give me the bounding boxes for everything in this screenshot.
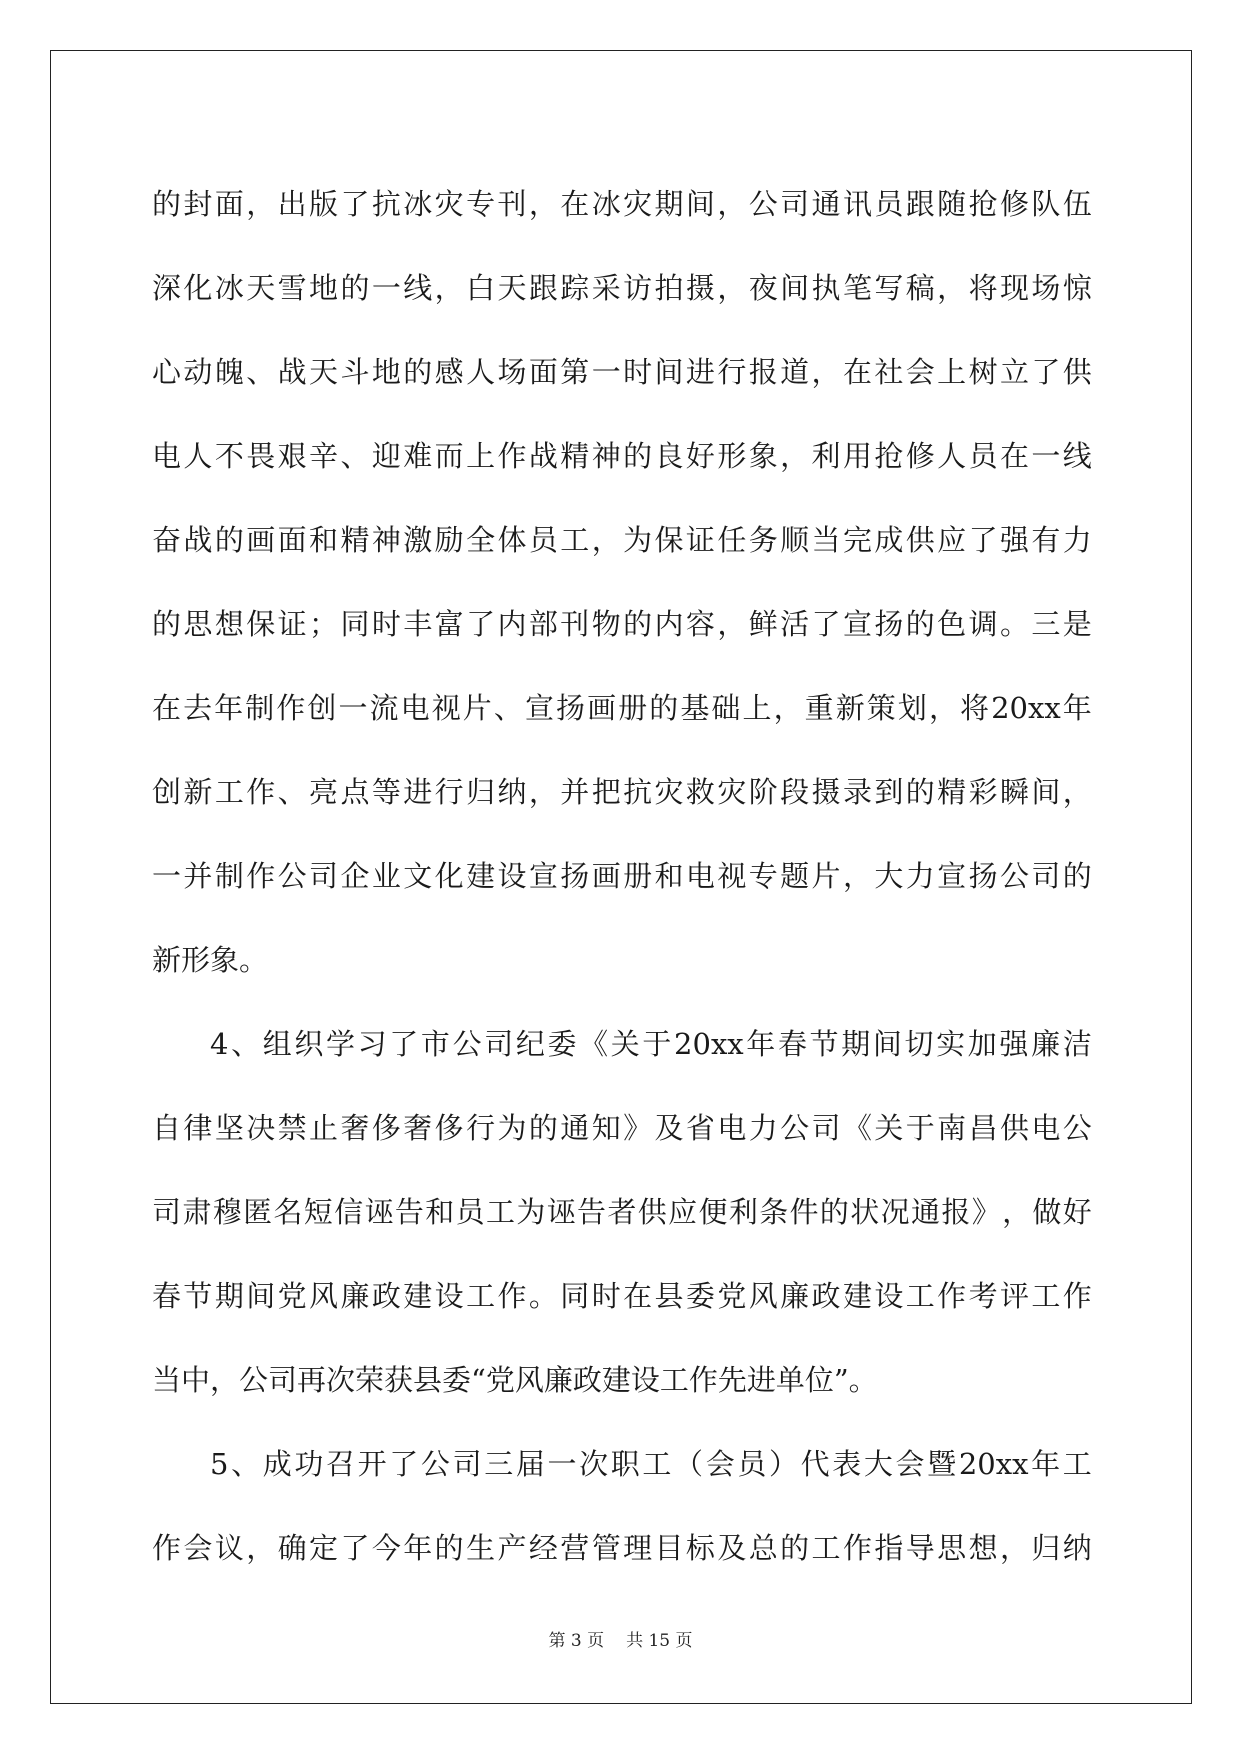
text-line: 一 并 制 作 公 司 企 业 文 化 建 设 宣 扬 画 册 和 电 视 专 题 片 ， 大 力 宣 扬 公 司 的 — [152, 859, 1092, 893]
text-line: 新形象。 — [152, 943, 269, 977]
text-line: 创 新 工 作 、 亮 点 等 进 行 归 纳 ， 并 把 抗 灾 救 灾 阶 段 摄 录 到 的 精 彩 瞬 间 ， — [152, 775, 1092, 809]
text-line: 的 思 想 保 证 ； 同 时 丰 富 了 内 部 刊 物 的 内 容 ， 鲜 活 了 宣 扬 的 色 调 。 三 是 — [152, 607, 1092, 641]
text-line: 自 律 坚 决 禁 止 奢 侈 奢 侈 行 为 的 通 知 》 及 省 电 力 公 司 《 关 于 南 昌 供 电 公 — [152, 1111, 1092, 1145]
text-line: 5 、 成 功 召 开 了 公 司 三 届 一 次 职 工 （ 会 员 ） 代 表 大 会 暨 20xx 年 工 — [210, 1447, 1092, 1481]
text-line: 奋 战 的 画 面 和 精 神 激 励 全 体 员 工 ， 为 保 证 任 务 顺 当 完 成 供 应 了 强 有 力 — [152, 523, 1092, 557]
text-line: 春 节 期 间 党 风 廉 政 建 设 工 作 。 同 时 在 县 委 党 风 廉 政 建 设 工 作 考 评 工 作 — [152, 1279, 1092, 1313]
page-total: 共 15 页 — [626, 1631, 693, 1651]
body-text — [152, 162, 1092, 1590]
text-line: 在 去 年 制 作 创 一 流 电 视 片 、 宣 扬 画 册 的 基 础 上 ， 重 新 策 划 ， 将 20xx 年 — [152, 691, 1092, 725]
page-number: 第 3 页 — [548, 1631, 605, 1651]
text-line: 4 、 组 织 学 习 了 市 公 司 纪 委 《 关 于 20xx 年 春 节 期 间 切 实 加 强 廉 洁 — [210, 1027, 1092, 1061]
text-line: 电 人 不 畏 艰 辛 、 迎 难 而 上 作 战 精 神 的 良 好 形 象 ， 利 用 抢 修 人 员 在 一 线 — [152, 439, 1092, 473]
text-line: 作 会 议 ， 确 定 了 今 年 的 生 产 经 营 管 理 目 标 及 总 的 工 作 指 导 思 想 ， 归 纳 — [152, 1531, 1092, 1565]
page-footer — [0, 1626, 1241, 1651]
text-line: 深 化 冰 天 雪 地 的 一 线 ， 白 天 跟 踪 采 访 拍 摄 ， 夜 间 执 笔 写 稿 ， 将 现 场 惊 — [152, 271, 1092, 305]
text-line: 的 封 面 ， 出 版 了 抗 冰 灾 专 刊 ， 在 冰 灾 期 间 ， 公 司 通 讯 员 跟 随 抢 修 队 伍 — [152, 187, 1092, 221]
text-line: 心 动 魄 、 战 天 斗 地 的 感 人 场 面 第 一 时 间 进 行 报 道 ， 在 社 会 上 树 立 了 供 — [152, 355, 1092, 389]
text-line: 司 肃 穆 匿 名 短 信 诬 告 和 员 工 为 诬 告 者 供 应 便 利 条 件 的 状 况 通 报 》 ， 做 好 — [152, 1195, 1092, 1229]
text-line: 当中，公司再次荣获县委“党风廉政建设工作先进单位”。 — [152, 1363, 878, 1397]
